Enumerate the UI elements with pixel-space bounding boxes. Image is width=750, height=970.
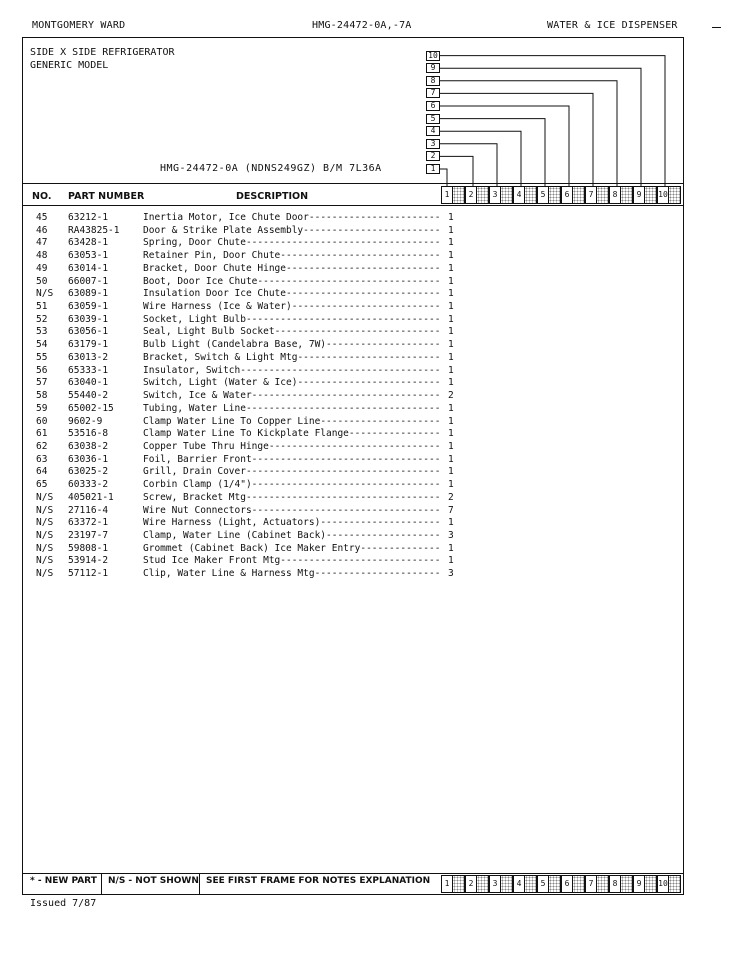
item-number: N/S xyxy=(36,504,54,516)
column-variant-box-4: 4 xyxy=(513,186,525,204)
dash-leader: ------------------------------ xyxy=(268,440,441,452)
model-line: HMG-24472-0A (NDNS249GZ) B/M 7L36A xyxy=(160,163,382,174)
footer-divider xyxy=(101,873,102,895)
column-variant-box-8: 8 xyxy=(609,186,621,204)
dash-leader: ---------------------------------- xyxy=(245,313,441,325)
part-number: 57112-1 xyxy=(68,568,109,580)
part-number: 65002-15 xyxy=(68,402,114,414)
footer-variant-box-8: 8 xyxy=(609,875,621,893)
description-text: Boot, Door Ice Chute xyxy=(143,275,258,287)
footer-divider xyxy=(199,873,200,895)
part-number: 63428-1 xyxy=(68,237,109,249)
quantity: 1 xyxy=(448,479,454,491)
description-text: Retainer Pin, Door Chute xyxy=(143,250,281,262)
part-number: 53914-2 xyxy=(68,555,109,567)
item-number: 63 xyxy=(36,453,48,465)
dash-leader: --------------------------- xyxy=(286,288,441,300)
item-number: N/S xyxy=(36,491,54,503)
column-variant-box-6: 6 xyxy=(561,186,573,204)
part-number: 63053-1 xyxy=(68,250,109,262)
quantity: 2 xyxy=(448,390,454,402)
key-connector-3 xyxy=(440,144,497,186)
description-text: Wire Harness (Ice & Water) xyxy=(143,301,292,313)
part-number: 63089-1 xyxy=(68,288,109,300)
part-number: RA43825-1 xyxy=(68,224,120,236)
part-number: 63040-1 xyxy=(68,377,109,389)
item-number: 53 xyxy=(36,326,48,338)
part-number: 27116-4 xyxy=(68,504,109,516)
item-number: 51 xyxy=(36,301,48,313)
item-number: N/S xyxy=(36,555,54,567)
dash-leader: --------------------- xyxy=(320,517,441,529)
key-box-2: 2 xyxy=(426,151,440,161)
part-number: 59808-1 xyxy=(68,542,109,554)
description xyxy=(143,377,440,388)
description-text: Insulation Door Ice Chute xyxy=(143,288,286,300)
footer-variant-box-10: 10 xyxy=(657,875,669,893)
column-description: DESCRIPTION xyxy=(236,191,309,202)
legend-not-shown: N/S - NOT SHOWN xyxy=(108,876,199,886)
dash-leader: ------------------------ xyxy=(303,224,441,236)
dash-leader: --------------------------------- xyxy=(251,453,441,465)
footer-variant-shaded-cell xyxy=(621,875,633,893)
footer-variant-shaded-cell xyxy=(645,875,657,893)
footer-variant-shaded-cell xyxy=(597,875,609,893)
description-text: Grommet (Cabinet Back) Ice Maker Entry xyxy=(143,542,361,554)
description xyxy=(143,237,440,248)
description xyxy=(143,530,440,541)
description xyxy=(143,212,440,223)
part-number: 63025-2 xyxy=(68,466,109,478)
quantity: 1 xyxy=(448,440,454,452)
dash-leader: -------------- xyxy=(360,542,441,554)
header-brand: MONTGOMERY WARD xyxy=(32,20,126,31)
footer-variant-box-7: 7 xyxy=(585,875,597,893)
description-text: Bulb Light (Candelabra Base, 7W) xyxy=(143,339,327,351)
description-text: Switch, Light (Water & Ice) xyxy=(143,377,298,389)
footer-variant-shaded-cell xyxy=(525,875,537,893)
footer-variant-box-5: 5 xyxy=(537,875,549,893)
footer-variant-shaded-cell xyxy=(477,875,489,893)
part-number: 66007-1 xyxy=(68,275,109,287)
issued-date: Issued 7/87 xyxy=(30,898,97,909)
description-text: Switch, Ice & Water xyxy=(143,390,252,402)
quantity: 1 xyxy=(448,428,454,440)
description-text: Socket, Light Bulb xyxy=(143,313,246,325)
description xyxy=(143,505,440,516)
column-part-number: PART NUMBER xyxy=(68,191,145,202)
item-number: 48 xyxy=(36,250,48,262)
column-variant-shaded-cell xyxy=(477,186,489,204)
footer-variant-box-3: 3 xyxy=(489,875,501,893)
dash-leader: ----------------------------------- xyxy=(240,364,441,376)
column-variant-shaded-cell xyxy=(597,186,609,204)
footer-variant-shaded-cell xyxy=(669,875,681,893)
header-rule-top xyxy=(22,183,684,184)
item-number: 64 xyxy=(36,466,48,478)
dash-leader: ------------------------- xyxy=(297,377,441,389)
dash-leader: -------------------------- xyxy=(291,301,441,313)
description xyxy=(143,250,440,261)
part-number: 53516-8 xyxy=(68,428,109,440)
quantity: 1 xyxy=(448,250,454,262)
key-box-9: 9 xyxy=(426,63,440,73)
key-connector-6 xyxy=(440,106,569,186)
quantity: 1 xyxy=(448,237,454,249)
quantity: 1 xyxy=(448,275,454,287)
footer-variant-shaded-cell xyxy=(501,875,513,893)
description xyxy=(143,479,440,490)
column-variant-shaded-cell xyxy=(501,186,513,204)
key-box-1: 1 xyxy=(426,164,440,174)
item-number: 60 xyxy=(36,415,48,427)
item-number: N/S xyxy=(36,542,54,554)
part-number: 63036-1 xyxy=(68,453,109,465)
description-text: Spring, Door Chute xyxy=(143,237,246,249)
item-number: N/S xyxy=(36,517,54,529)
dash-leader: ---------------------------------- xyxy=(245,491,441,503)
key-box-5: 5 xyxy=(426,114,440,124)
description xyxy=(143,390,440,401)
description-text: Stud Ice Maker Front Mtg xyxy=(143,555,281,567)
quantity: 1 xyxy=(448,313,454,325)
column-variant-box-3: 3 xyxy=(489,186,501,204)
quantity: 2 xyxy=(448,491,454,503)
dash-leader: ---------------------------- xyxy=(280,555,441,567)
column-variant-shaded-cell xyxy=(669,186,681,204)
description-text: Bracket, Door Chute Hinge xyxy=(143,262,286,274)
description xyxy=(143,428,440,439)
description-text: Wire Nut Connectors xyxy=(143,504,252,516)
quantity: 1 xyxy=(448,517,454,529)
quantity: 1 xyxy=(448,262,454,274)
column-variant-shaded-cell xyxy=(621,186,633,204)
footer-variant-shaded-cell xyxy=(453,875,465,893)
description-text: Inertia Motor, Ice Chute Door xyxy=(143,212,309,223)
part-number: 63038-2 xyxy=(68,440,109,452)
description xyxy=(143,543,440,554)
description-text: Tubing, Water Line xyxy=(143,402,246,414)
description xyxy=(143,416,440,427)
part-number: 63179-1 xyxy=(68,339,109,351)
description xyxy=(143,365,440,376)
item-number: N/S xyxy=(36,530,54,541)
dash-leader: -------------------- xyxy=(326,339,441,351)
item-number: 55 xyxy=(36,351,48,363)
dash-leader: --------------------------------- xyxy=(251,504,441,516)
quantity: 1 xyxy=(448,326,454,338)
column-variant-box-5: 5 xyxy=(537,186,549,204)
footer-variant-box-6: 6 xyxy=(561,875,573,893)
item-number: 50 xyxy=(36,275,48,287)
quantity: 1 xyxy=(448,364,454,376)
product-subtitle: GENERIC MODEL xyxy=(30,60,109,71)
legend-new-part: * - NEW PART xyxy=(30,876,97,886)
dash-leader: ---------------------------------- xyxy=(245,237,441,249)
description-text: Copper Tube Thru Hinge xyxy=(143,440,269,452)
part-number: 63059-1 xyxy=(68,301,109,313)
legend-see-first-frame: SEE FIRST FRAME FOR NOTES EXPLANATION xyxy=(206,876,431,886)
description-text: Corbin Clamp (1/4") xyxy=(143,479,252,491)
key-box-6: 6 xyxy=(426,101,440,111)
part-number: 63039-1 xyxy=(68,313,109,325)
product-title: SIDE X SIDE REFRIGERATOR xyxy=(30,47,175,58)
quantity: 1 xyxy=(448,339,454,351)
header-section-title: WATER & ICE DISPENSER xyxy=(547,20,678,31)
quantity: 1 xyxy=(448,555,454,567)
part-number: 405021-1 xyxy=(68,491,114,503)
quantity: 7 xyxy=(448,504,454,516)
item-number: 54 xyxy=(36,339,48,351)
quantity: 1 xyxy=(448,377,454,389)
description xyxy=(143,301,440,312)
key-connector-10 xyxy=(440,56,665,186)
key-connector-8 xyxy=(440,81,617,186)
description xyxy=(143,517,440,528)
quantity: 1 xyxy=(448,415,454,427)
header-model-number: HMG-24472-0A,-7A xyxy=(312,20,412,31)
column-variant-shaded-cell xyxy=(453,186,465,204)
item-number: 61 xyxy=(36,428,48,440)
part-number: 55440-2 xyxy=(68,390,109,402)
description xyxy=(143,276,440,287)
column-variant-box-10: 10 xyxy=(657,186,669,204)
description-text: Clip, Water Line & Harness Mtg xyxy=(143,568,315,580)
header-rule-bottom xyxy=(22,205,684,206)
part-number: 63014-1 xyxy=(68,262,109,274)
dash-leader: --------------------------------- xyxy=(251,390,441,402)
dash-leader: ------------------------- xyxy=(297,351,441,363)
item-number: N/S xyxy=(36,568,54,580)
description-text: Grill, Drain Cover xyxy=(143,466,246,478)
description xyxy=(143,352,440,363)
description xyxy=(143,225,440,236)
description xyxy=(143,466,440,477)
description xyxy=(143,492,440,503)
part-number: 9602-9 xyxy=(68,415,103,427)
quantity: 1 xyxy=(448,224,454,236)
part-number: 60333-2 xyxy=(68,479,109,491)
key-box-4: 4 xyxy=(426,126,440,136)
item-number: 58 xyxy=(36,390,48,402)
quantity: 1 xyxy=(448,212,454,223)
item-number: 49 xyxy=(36,262,48,274)
dash-leader: -------------------- xyxy=(326,530,441,541)
part-number: 23197-7 xyxy=(68,530,109,541)
quantity: 1 xyxy=(448,301,454,313)
column-variant-shaded-cell xyxy=(645,186,657,204)
footer-variant-box-1: 1 xyxy=(441,875,453,893)
footer-variant-box-2: 2 xyxy=(465,875,477,893)
key-connector-2 xyxy=(440,156,473,186)
column-variant-box-2: 2 xyxy=(465,186,477,204)
item-number: 47 xyxy=(36,237,48,249)
description-text: Clamp Water Line To Copper Line xyxy=(143,415,321,427)
footer-variant-shaded-cell xyxy=(549,875,561,893)
column-variant-shaded-cell xyxy=(573,186,585,204)
item-number: 65 xyxy=(36,479,48,491)
key-box-3: 3 xyxy=(426,139,440,149)
description xyxy=(143,288,440,299)
description xyxy=(143,568,440,579)
footer-variant-box-4: 4 xyxy=(513,875,525,893)
quantity: 1 xyxy=(448,542,454,554)
item-number: 46 xyxy=(36,224,48,236)
dash-leader: ---------------------------- xyxy=(280,250,441,262)
dash-leader: --------------------------------- xyxy=(251,479,441,491)
column-no: NO. xyxy=(32,191,52,202)
item-number: 62 xyxy=(36,440,48,452)
dash-leader: ---------------------------------- xyxy=(245,402,441,414)
quantity: 1 xyxy=(448,288,454,300)
dash-leader: --------------------------- xyxy=(286,262,441,274)
description xyxy=(143,263,440,274)
item-number: 45 xyxy=(36,212,48,223)
quantity: 1 xyxy=(448,466,454,478)
item-number: N/S xyxy=(36,288,54,300)
description xyxy=(143,339,440,350)
description-text: Door & Strike Plate Assembly xyxy=(143,224,304,236)
description-text: Insulator, Switch xyxy=(143,364,241,376)
column-variant-shaded-cell xyxy=(549,186,561,204)
description xyxy=(143,454,440,465)
column-variant-box-1: 1 xyxy=(441,186,453,204)
key-connector-7 xyxy=(440,93,593,186)
footer-variant-shaded-cell xyxy=(573,875,585,893)
description-text: Bracket, Switch & Light Mtg xyxy=(143,351,298,363)
description-text: Clamp, Water Line (Cabinet Back) xyxy=(143,530,327,541)
column-variant-box-7: 7 xyxy=(585,186,597,204)
quantity: 1 xyxy=(448,402,454,414)
footer-variant-box-9: 9 xyxy=(633,875,645,893)
part-number: 65333-1 xyxy=(68,364,109,376)
column-variant-shaded-cell xyxy=(525,186,537,204)
dash-leader: -------------------------------- xyxy=(257,275,441,287)
key-box-8: 8 xyxy=(426,76,440,86)
description-text: Clamp Water Line To Kickplate Flange xyxy=(143,428,349,440)
item-number: 57 xyxy=(36,377,48,389)
description xyxy=(143,441,440,452)
quantity: 3 xyxy=(448,530,454,541)
part-number: 63056-1 xyxy=(68,326,109,338)
key-connector-9 xyxy=(440,68,641,186)
dash-leader: --------------------- xyxy=(320,415,441,427)
item-number: 52 xyxy=(36,313,48,325)
dash-leader: ----------------------------- xyxy=(274,326,441,338)
description xyxy=(143,555,440,566)
key-connector-5 xyxy=(440,119,545,186)
description-text: Wire Harness (Light, Actuators) xyxy=(143,517,321,529)
description-text: Seal, Light Bulb Socket xyxy=(143,326,275,338)
part-number: 63212-1 xyxy=(68,212,109,223)
footer-rule xyxy=(22,873,684,874)
quantity: 3 xyxy=(448,568,454,580)
part-number: 63013-2 xyxy=(68,351,109,363)
description xyxy=(143,326,440,337)
description xyxy=(143,403,440,414)
item-number: 56 xyxy=(36,364,48,376)
part-number: 63372-1 xyxy=(68,517,109,529)
dash-leader: ---------------------- xyxy=(314,568,441,580)
item-number: 59 xyxy=(36,402,48,414)
quantity: 1 xyxy=(448,351,454,363)
description-text: Screw, Bracket Mtg xyxy=(143,491,246,503)
dash-leader: ---------------- xyxy=(348,428,441,440)
key-box-10: 10 xyxy=(426,51,440,61)
dash-leader: ----------------------- xyxy=(308,212,441,223)
key-box-7: 7 xyxy=(426,88,440,98)
dash-leader: ---------------------------------- xyxy=(245,466,441,478)
key-connector-4 xyxy=(440,131,521,186)
column-variant-box-9: 9 xyxy=(633,186,645,204)
description-text: Foil, Barrier Front xyxy=(143,453,252,465)
description xyxy=(143,314,440,325)
quantity: 1 xyxy=(448,453,454,465)
